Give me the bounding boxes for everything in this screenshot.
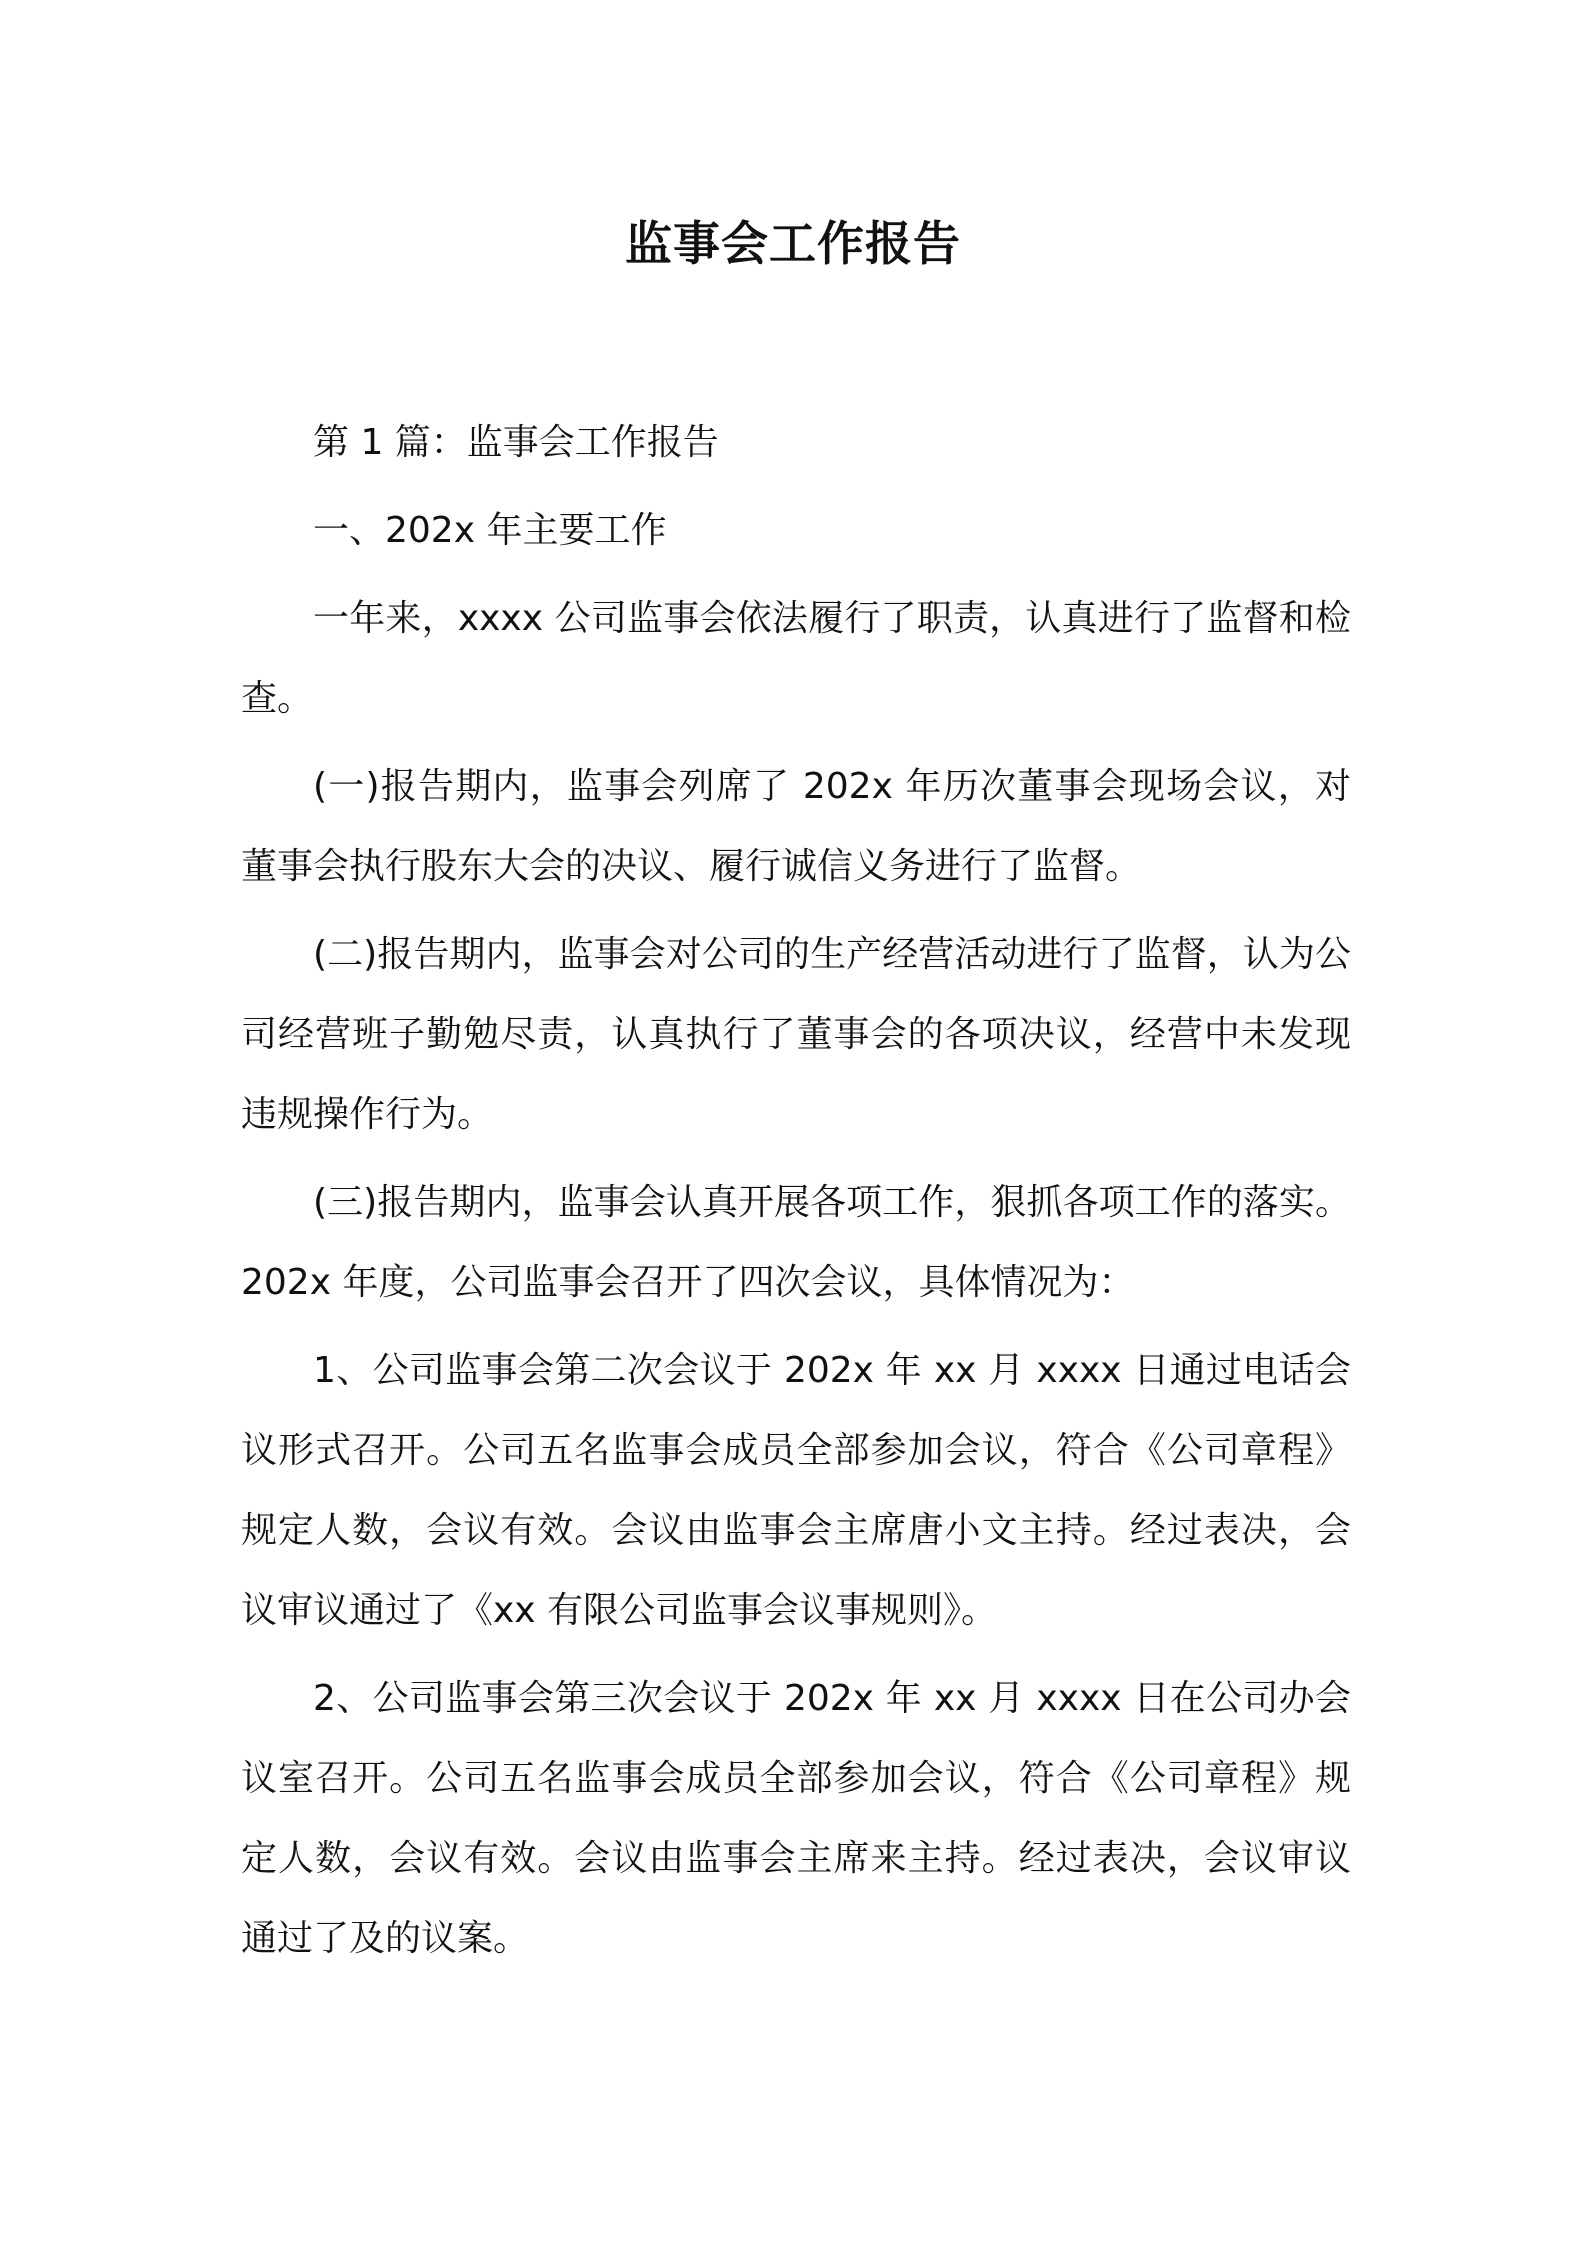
subsection-heading: 一、202x 年主要工作 <box>313 510 667 551</box>
paragraph: 1、公司监事会第二次会议于 202x 年 xx 月 xxxx 日通过电话会议形式召开。公司五名监事会成员全部参加会议，符合《公司章程》规定人数，会议有效。会议由监事会主席唐小文主持。经过表决，会议审议通过了《xx 有限公司监事会议事规则》。 <box>241 1350 1351 1631</box>
paragraph: (三)报告期内，监事会认真开展各项工作，狠抓各项工作的落实。202x 年度，公司监事会召开了四次会议，具体情况为： <box>241 1182 1351 1303</box>
paragraph: 一年来，xxxx 公司监事会依法履行了职责，认真进行了监督和检查。 <box>241 598 1351 719</box>
section-heading: 第 1 篇：监事会工作报告 <box>313 422 719 463</box>
paragraph: (二)报告期内，监事会对公司的生产经营活动进行了监督，认为公司经营班子勤勉尽责，认真执行了董事会的各项决议，经营中未发现违规操作行为。 <box>241 934 1351 1135</box>
document-body <box>241 403 1351 1987</box>
paragraph: (一)报告期内，监事会列席了 202x 年历次董事会现场会议，对董事会执行股东大会的决议、履行诚信义务进行了监督。 <box>241 766 1351 887</box>
document-title: 监事会工作报告 <box>625 217 961 272</box>
paragraph: 2、公司监事会第三次会议于 202x 年 xx 月 xxxx 日在公司办会议室召开。公司五名监事会成员全部参加会议，符合《公司章程》规定人数，会议有效。会议由监事会主席来主持。经过表决，会议审议通过了及的议案。 <box>241 1678 1351 1959</box>
